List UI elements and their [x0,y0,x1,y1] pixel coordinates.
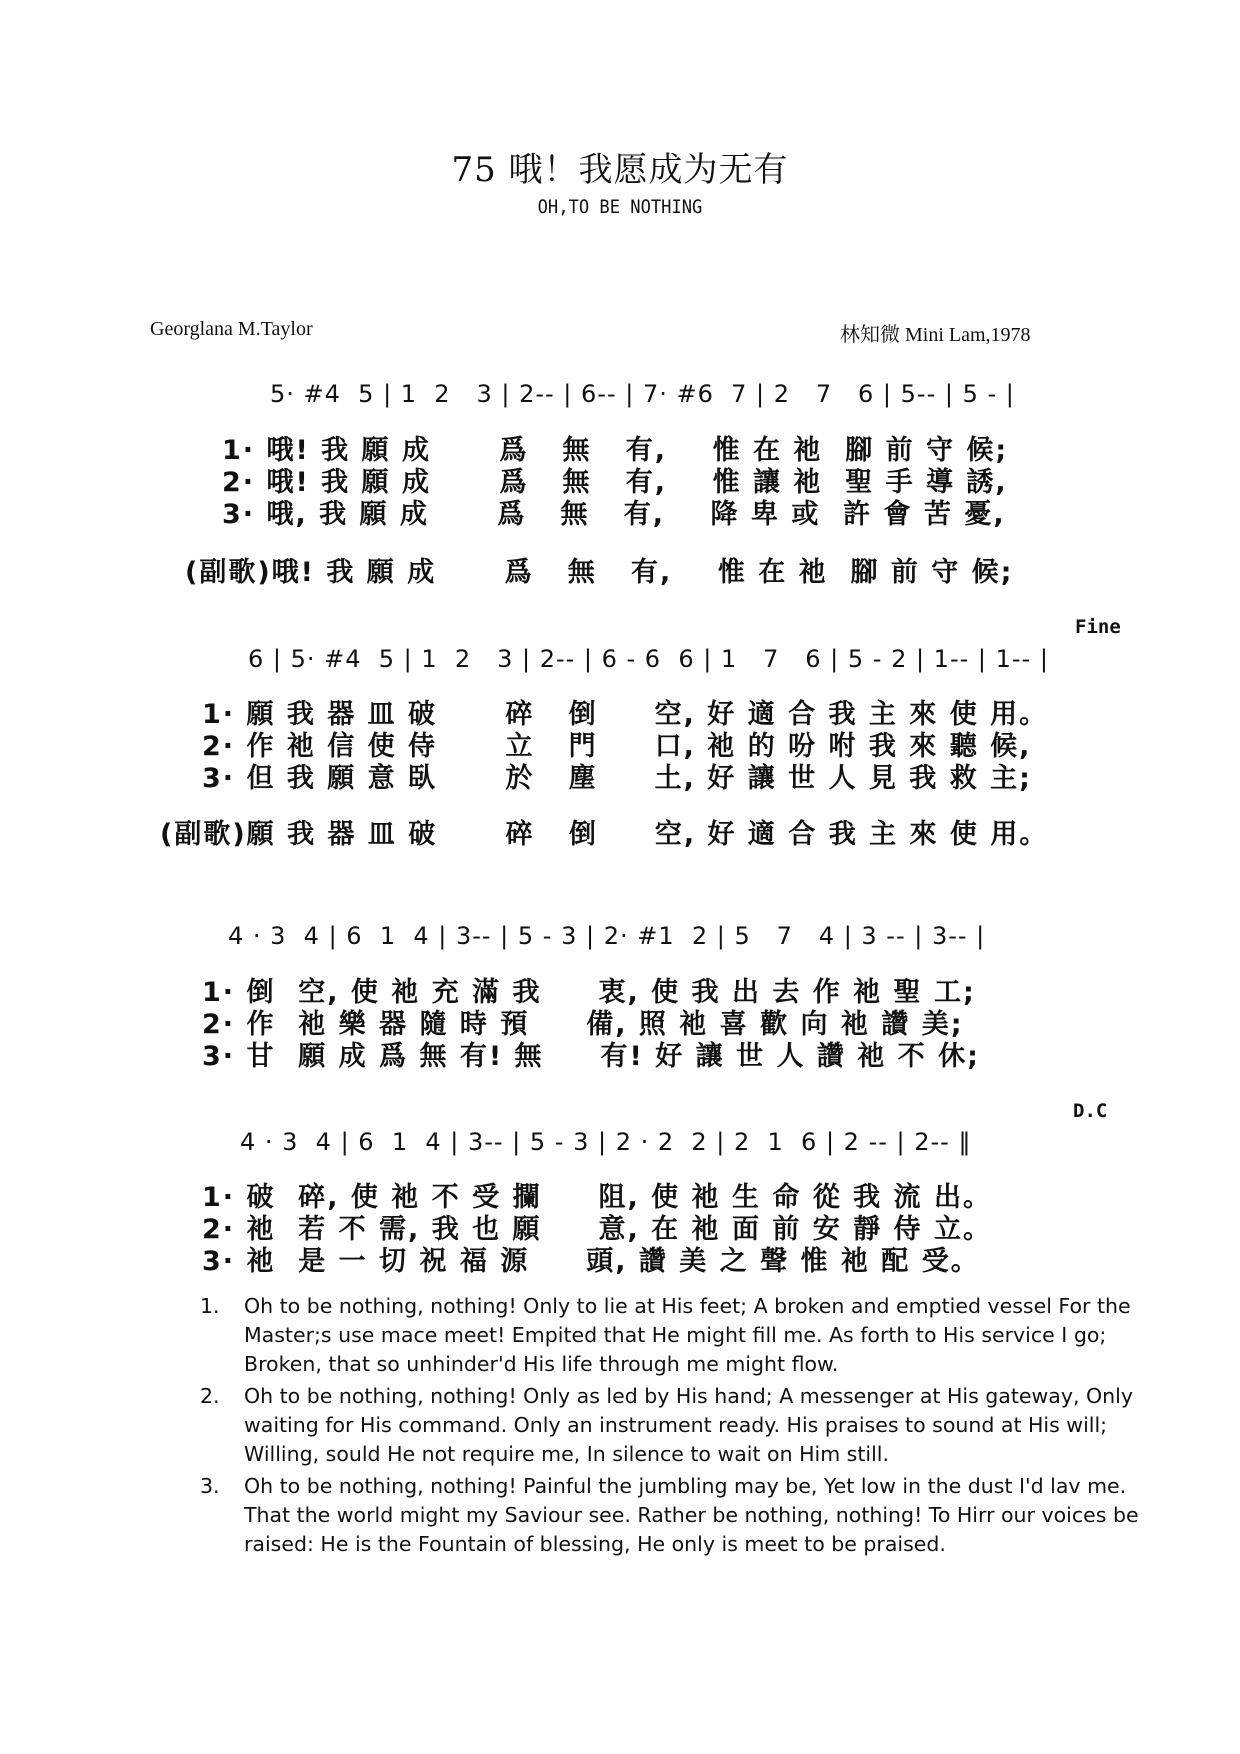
lyric-line-2-verse-3: 3· 但 我 願 意 臥 於 塵 土, 好 讓 世 人 見 我 救 主; [202,763,1032,794]
verse-text: Oh to be nothing, nothing! Only to lie at His feet; A broken and emptied vessel For the Master;s use mace meet! Empited that He might fill me. As forth to His service I go; Broken, that so unhinder'd His life through me might flow. [244,1294,1131,1376]
lyric-line-4-verse-1: 1· 破 碎, 使 祂 不 受 攔 阻, 使 祂 生 命 從 我 流 出。 [202,1182,992,1213]
lyric-line-2-verse-1: 1· 願 我 器 皿 破 碎 倒 空, 好 適 合 我 主 來 使 用。 [202,699,1049,730]
chorus-line-2: (副歌)願 我 器 皿 破 碎 倒 空, 好 適 合 我 主 來 使 用。 [160,819,1049,850]
lyric-line-3-verse-3: 3· 甘 願 成 爲 無 有! 無 有! 好 讓 世 人 讚 祂 不 休; [202,1041,980,1072]
chorus-line-1: (副歌)哦! 我 願 成 爲 無 有, 惟 在 祂 腳 前 守 候; [185,557,1014,588]
hymn-title: 75 哦！我愿成为无有 [451,150,789,190]
notation-line-4: 4 · 3 4 | 6 1 4 | 3-- | 5 - 3 | 2 · 2 2 | 2 1 6 | 2 -- | 2-- ‖ [240,1128,972,1156]
hymn-subtitle: OH,TO BE NOTHING [537,196,703,218]
lyric-line-3-verse-1: 1· 倒 空, 使 祂 充 滿 我 衷, 使 我 出 去 作 祂 聖 工; [202,977,976,1008]
verse-item [200,1472,1140,1559]
verse-number: 1. [200,1294,220,1318]
verse-item [200,1382,1140,1469]
verse-number: 2. [200,1384,220,1408]
lyric-line-2-verse-2: 2· 作 祂 信 使 侍 立 門 口, 祂 的 吩 咐 我 來 聽 候, [202,731,1032,762]
lyric-line-4-verse-2: 2· 祂 若 不 需, 我 也 願 意, 在 祂 面 前 安 靜 侍 立。 [202,1214,992,1245]
lyric-line-4-verse-3: 3· 祂 是 一 切 祝 福 源 頭, 讚 美 之 聲 惟 祂 配 受。 [202,1246,980,1277]
lyric-line-1-verse-2: 2· 哦! 我 願 成 爲 無 有, 惟 讓 祂 聖 手 導 誘, [222,467,1008,498]
dc-marker: D.C [1073,1100,1108,1122]
lyric-line-1-verse-3: 3· 哦, 我 願 成 爲 無 有, 降 卑 或 許 會 苦 憂, [222,499,1006,530]
english-verses [200,1292,1140,1562]
lyric-line-1-verse-1: 1· 哦! 我 願 成 爲 無 有, 惟 在 祂 腳 前 守 候; [222,435,1009,466]
lyricist-credit: Georglana M.Taylor [150,318,313,340]
verse-number: 3. [200,1474,220,1498]
notation-line-2: 6 | 5· #4 5 | 1 2 3 | 2-- | 6 - 6 6 | 1 7 6 | 5 - 2 | 1-- | 1-- | [248,645,1049,673]
verse-text: Oh to be nothing, nothing! Painful the jumbling may be, Yet low in the dust I'd lav me. That the world might my Saviour see. Rather be nothing, nothing! To Hirr our voices be raised: He is the Fountain of blessing, He only is meet to be praised. [244,1474,1139,1556]
verse-text: Oh to be nothing, nothing! Only as led by His hand; A messenger at His gateway, Only waiting for His command. Only an instrument ready. His praises to sound at His will; Willing, sould He not require me, In silence to wait on Him still. [244,1384,1133,1466]
notation-line-3: 4 · 3 4 | 6 1 4 | 3-- | 5 - 3 | 2· #1 2 | 5 7 4 | 3 -- | 3-- | [228,922,986,950]
lyric-line-3-verse-2: 2· 作 祂 樂 器 隨 時 預 備, 照 祂 喜 歡 向 祂 讚 美; [202,1009,964,1040]
notation-line-1: 5· #4 5 | 1 2 3 | 2-- | 6-- | 7· #6 7 | 2 7 6 | 5-- | 5 - | [270,380,1015,408]
composer-credit: 林知微 Mini Lam,1978 [840,324,1031,346]
verse-item [200,1292,1140,1379]
fine-marker: Fine [1075,616,1121,638]
